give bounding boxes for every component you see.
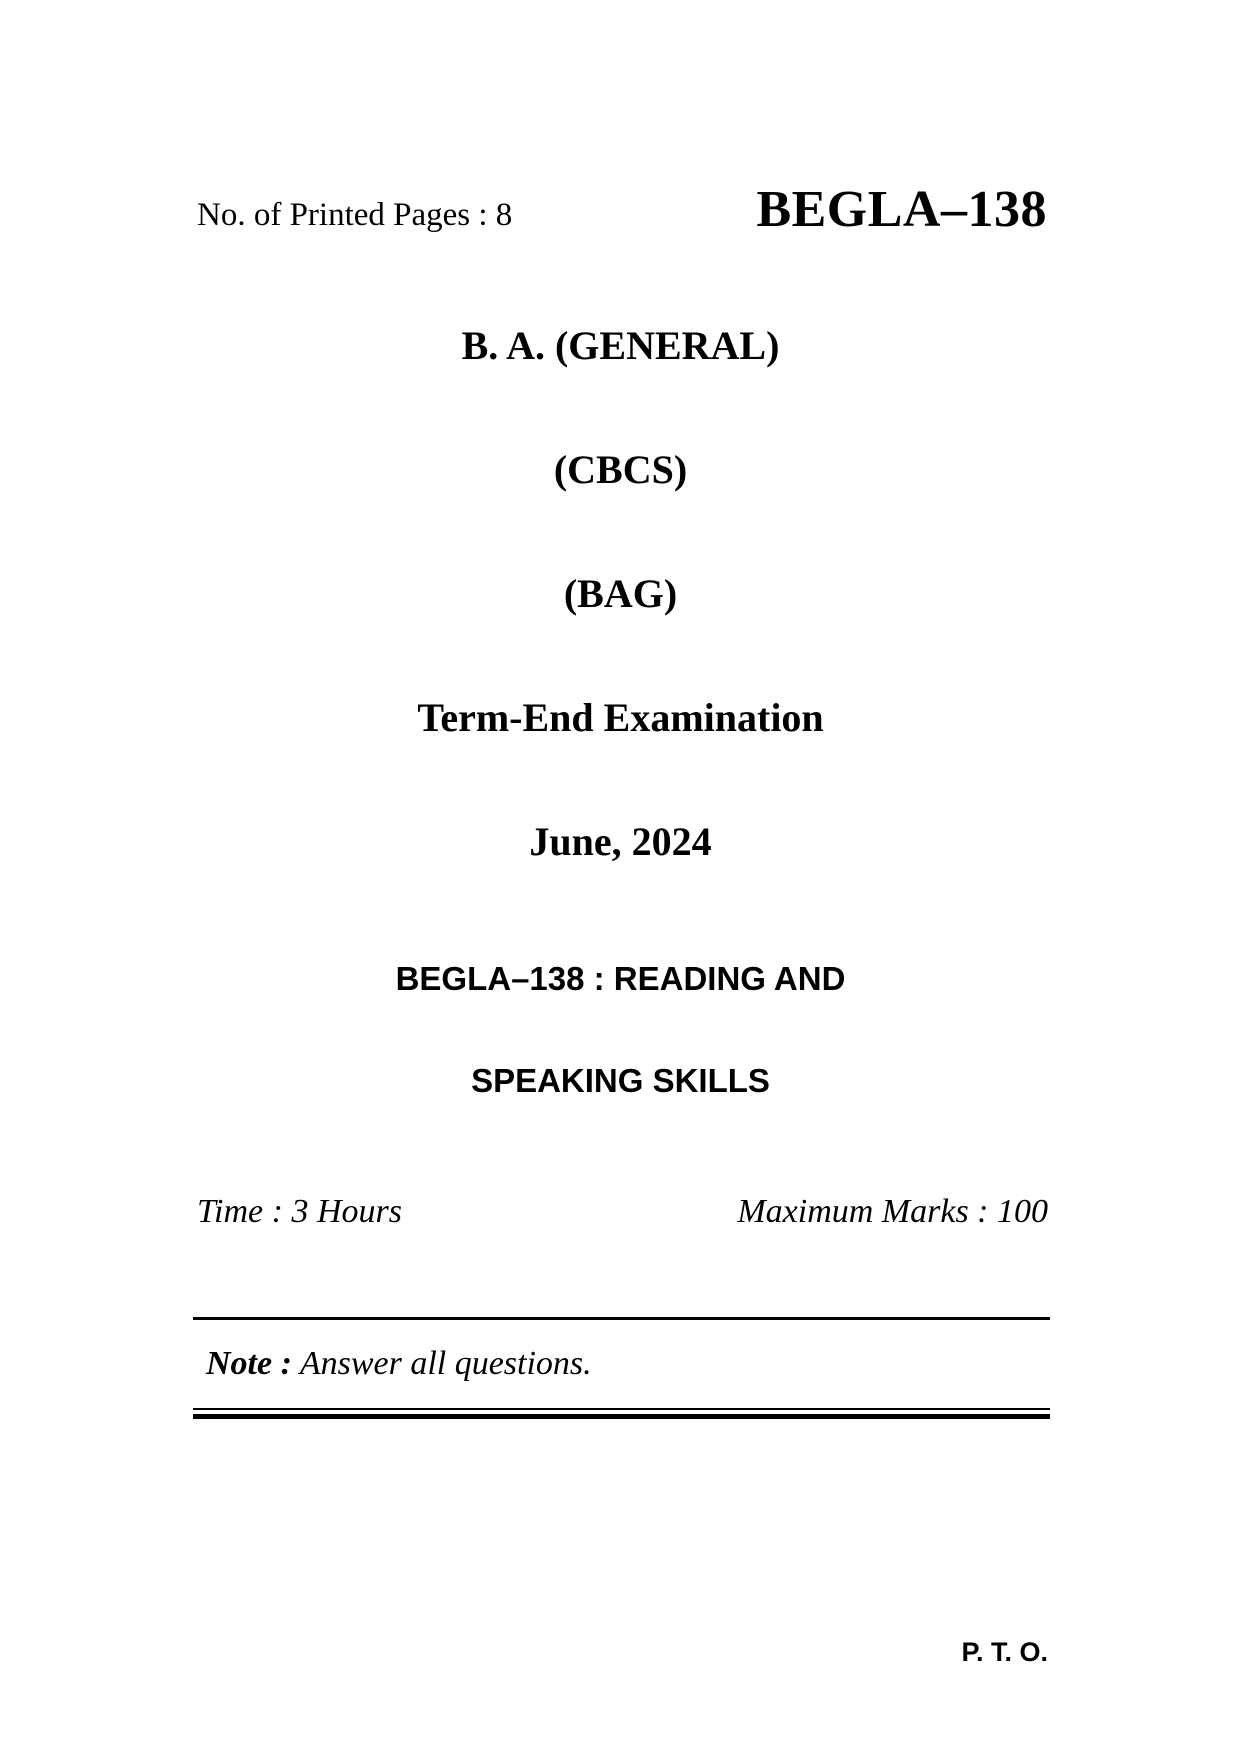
exam-time: Time : 3 Hours — [197, 1193, 402, 1230]
course-code: BEGLA–138 — [756, 181, 1047, 238]
pto-label: P. T. O. — [961, 1637, 1048, 1667]
note-text: Answer all questions. — [299, 1345, 592, 1382]
divider-double-thick — [193, 1414, 1050, 1419]
maximum-marks: Maximum Marks : 100 — [737, 1193, 1048, 1230]
note-label: Note : — [206, 1345, 292, 1382]
scheme-title: (CBCS) — [553, 447, 688, 492]
note — [206, 1345, 592, 1383]
course-title-line1: BEGLA–138 : READING AND — [395, 960, 846, 997]
course-title-line2: SPEAKING SKILLS — [471, 1062, 770, 1099]
programme-code: (BAG) — [563, 571, 678, 616]
divider-top — [193, 1317, 1050, 1320]
programme-title: B. A. (GENERAL) — [461, 323, 780, 368]
printed-pages-label: No. of Printed Pages : 8 — [197, 197, 513, 233]
divider-double-thin — [193, 1408, 1050, 1410]
exam-title: Term-End Examination — [417, 695, 824, 740]
exam-session: June, 2024 — [529, 819, 712, 864]
